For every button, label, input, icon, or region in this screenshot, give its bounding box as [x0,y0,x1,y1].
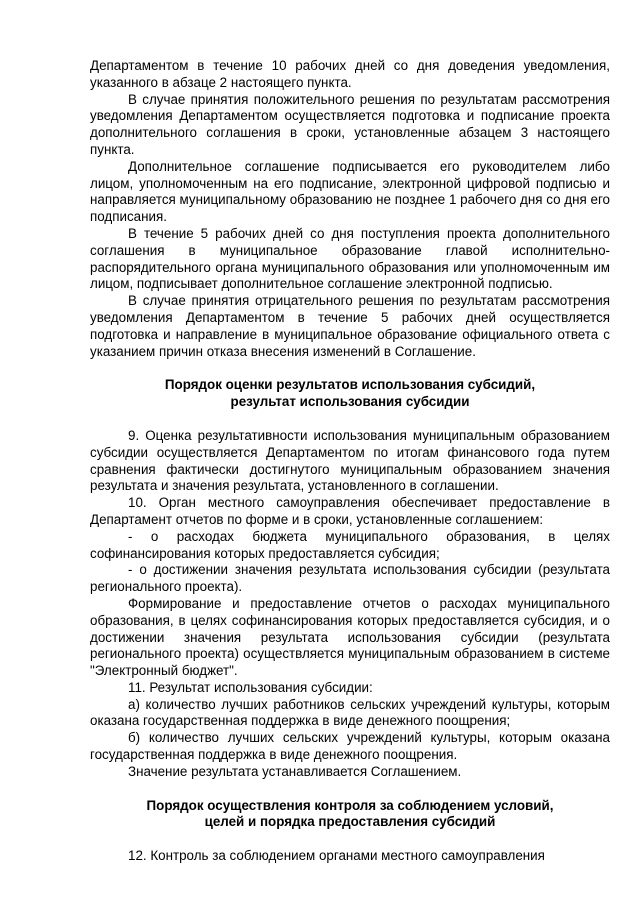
paragraph: Формирование и предоставление отчетов о расходах муниципального образования, в целях софинансирования которых предоставляется субсидия, и о достижении значения результата использования субсидии (результата регионального проекта) осуществляется муниципальным образованием в системе "Электронный бюджет". [90,595,610,679]
heading-line: Порядок осуществления контроля за соблюдением условий, [146,797,554,813]
list-item: б) количество лучших сельских учреждений культуры, которым оказана государственная поддержка в виде денежного поощрения. [90,730,610,763]
paragraph: Департаментом в течение 10 рабочих дней со дня доведения уведомления, указанного в абзаце 2 настоящего пункта. [90,58,610,90]
list-item: - о расходах бюджета муниципального образования, в целях софинансирования которых предоставляется субсидия; [90,528,610,561]
paragraph: Дополнительное соглашение подписывается его руководителем либо лицом, уполномоченным на его подписание, электронной цифровой подписью и направляется муниципальному образованию не позднее 1 рабочего дня со дня его подписания. [90,158,610,225]
paragraph-item-10: 10. Орган местного самоуправления обеспечивает предоставление в Департамент отчетов по форме и в сроки, установленные соглашением: [90,495,610,527]
list-item: а) количество лучших работников сельских учреждений культуры, которым оказана государственная поддержка в виде денежного поощрения; [90,696,610,729]
list-item: - о достижении значения результата использования субсидии (результата регионального проекта). [90,562,610,595]
paragraph-item-11: 11. Результат использования субсидии: [128,679,373,695]
paragraph-item-9: 9. Оценка результативности использования муниципальным образованием субсидии осуществляется Департаментом по итогам финансового года путем сравнения фактически достигнутого муниципальным образованием значения результата и значения результата, установленного в соглашении. [90,427,610,494]
paragraph: Значение результата устанавливается Соглашением. [128,763,462,779]
paragraph: В случае принятия отрицательного решения по результатам рассмотрения уведомления Департаментом в течение 5 рабочих дней осуществляется подготовка и направление в муниципальное образование официального ответа с указанием причин отказа внесения изменений в Соглашение. [90,293,610,359]
section-heading-evaluation [90,377,610,411]
heading-line: Порядок оценки результатов использования субсидий, [164,377,536,393]
heading-line: целей и порядка предоставления субсидий [204,814,496,830]
paragraph-item-12: 12. Контроль за соблюдением органами местного самоуправления [128,848,545,864]
heading-line: результат использования субсидии [230,394,470,410]
paragraph: В случае принятия положительного решения по результатам рассмотрения уведомления Департаментом осуществляется подготовка и подписание проекта дополнительного соглашения в сроки, установленные абзацем 3 настоящего пункта. [90,91,610,157]
document-page [90,58,610,865]
paragraph: В течение 5 рабочих дней со дня поступления проекта дополнительного соглашения в муниципальное образование главой исполнительно-распорядительного органа муниципального образования или уполномоченным им лицом, подписывает дополнительное соглашение электронной подписью. [90,225,610,292]
section-heading-control [90,798,610,832]
